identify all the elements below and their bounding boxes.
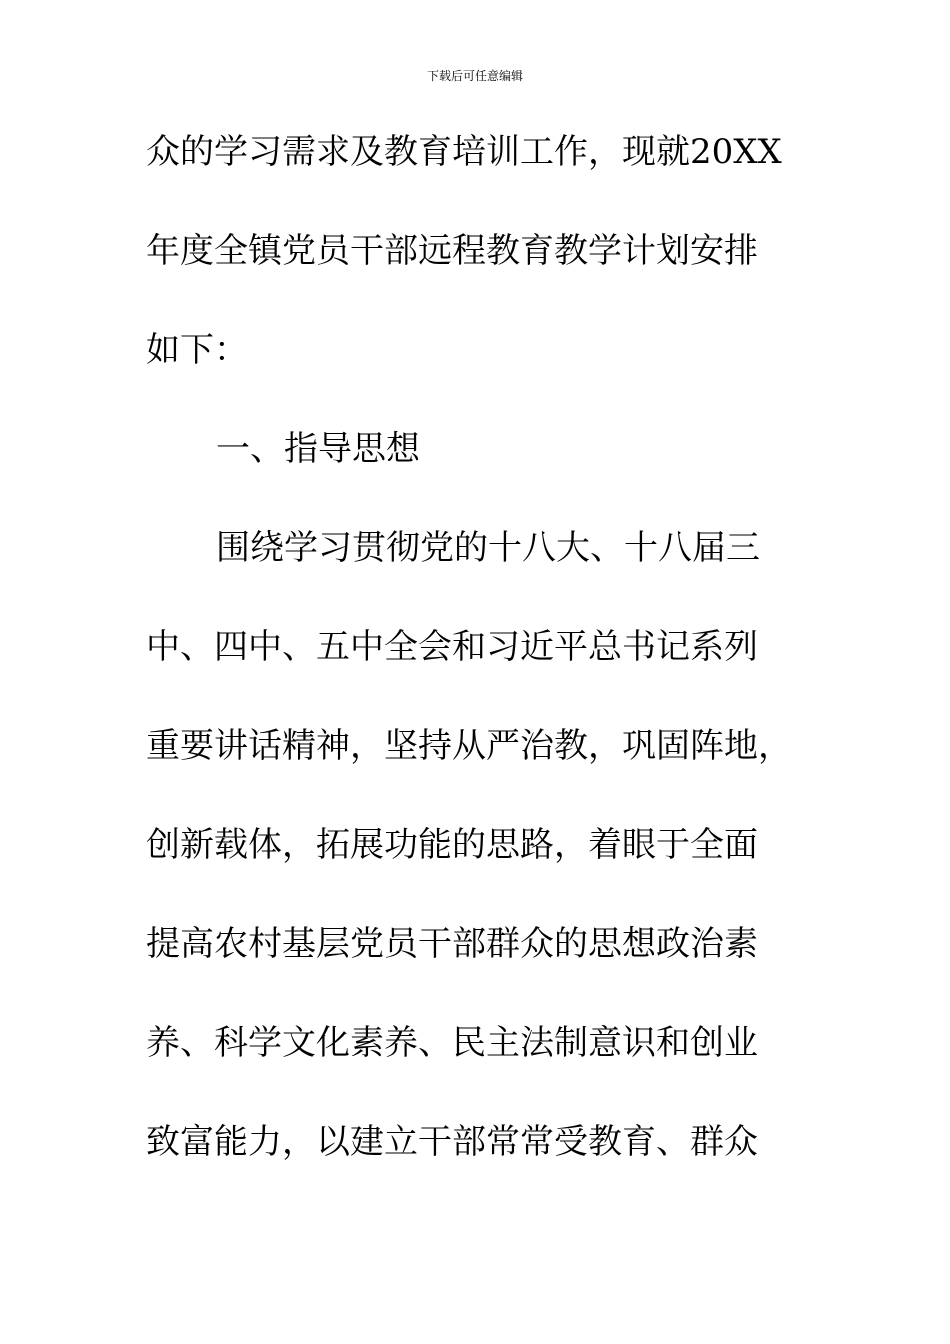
text-line: 创新载体，拓展功能的思路，着眼于全面 [146,825,758,865]
text-line: 中、四中、五中全会和习近平总书记系列 [146,627,758,667]
text-line: 重要讲话精神，坚持从严治教，巩固阵地， [146,726,792,766]
text-line: 年度全镇党员干部远程教育教学计划安排 [146,231,758,271]
page-header: 下载后可任意编辑 [426,69,523,83]
text-line: 围绕学习贯彻党的十八大、十八届三 [216,528,760,568]
text-line: 致富能力，以建立干部常常受教育、群众 [146,1122,758,1162]
text-line: 如下： [146,330,248,370]
text-line: 养、科学文化素养、民主法制意识和创业 [146,1023,758,1063]
section-heading: 一、指导思想 [216,429,420,469]
text-line: 提高农村基层党员干部群众的思想政治素 [146,924,758,964]
text-line: 众的学习需求及教育培训工作，现就20XX [146,132,782,172]
document-body [146,126,826,1215]
